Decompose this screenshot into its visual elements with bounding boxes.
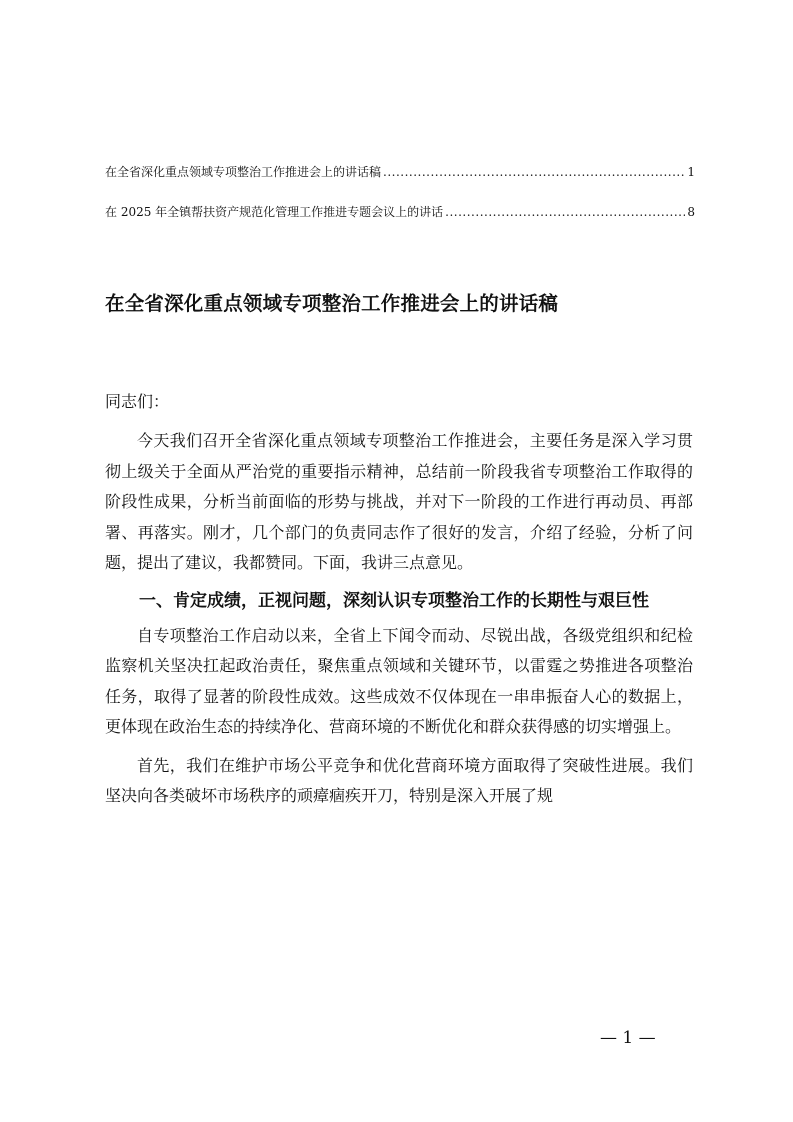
toc-entry-page: 8 xyxy=(687,205,695,219)
toc-leader-dots xyxy=(383,165,685,179)
toc-entry-page: 1 xyxy=(687,165,695,179)
document-body xyxy=(105,426,693,812)
paragraph: 自专项整治工作启动以来，全省上下闻令而动、尽锐出战，各级党组织和纪检监察机关坚决扛起政治责任，聚焦重点领域和关键环节，以雷霆之势推进各项整治任务，取得了显著的阶段性成效。这些成效不仅体现在一串串振奋人心的数据上，更体现在政治生态的持续净化、营商环境的不断优化和群众获得感的切实增强上。 xyxy=(105,625,693,736)
document-title: 在全省深化重点领域专项整治工作推进会上的讲话稿 xyxy=(105,292,559,315)
paragraph: 首先，我们在维护市场公平竞争和优化营商环境方面取得了突破性进展。我们坚决向各类破坏市场秩序的顽瘴痼疾开刀，特别是深入开展了规 xyxy=(105,755,693,805)
paragraph: 今天我们召开全省深化重点领域专项整治工作推进会，主要任务是深入学习贯彻上级关于全面从严治党的重要指示精神，总结前一阶段我省专项整治工作取得的阶段性成果，分析当前面临的形势与挑战，并对下一阶段的工作进行再动员、再部署、再落实。刚才，几个部门的负责同志作了很好的发言，介绍了经验，分析了问题，提出了建议，我都赞同。下面，我讲三点意见。 xyxy=(105,431,693,572)
greeting: 同志们： xyxy=(105,392,170,411)
toc-entry[interactable] xyxy=(105,203,695,223)
toc-entry-title: 在 2025 年全镇帮扶资产规范化管理工作推进专题会议上的讲话 xyxy=(105,205,444,219)
toc-entry-title: 在全省深化重点领域专项整治工作推进会上的讲话稿 xyxy=(105,165,382,179)
page-number: — 1 — xyxy=(600,1028,656,1048)
toc-entry[interactable] xyxy=(105,163,695,183)
toc-leader-dots xyxy=(445,205,685,219)
section-heading: 一、肯定成绩，正视问题，深刻认识专项整治工作的长期性与艰巨性 xyxy=(139,590,649,611)
